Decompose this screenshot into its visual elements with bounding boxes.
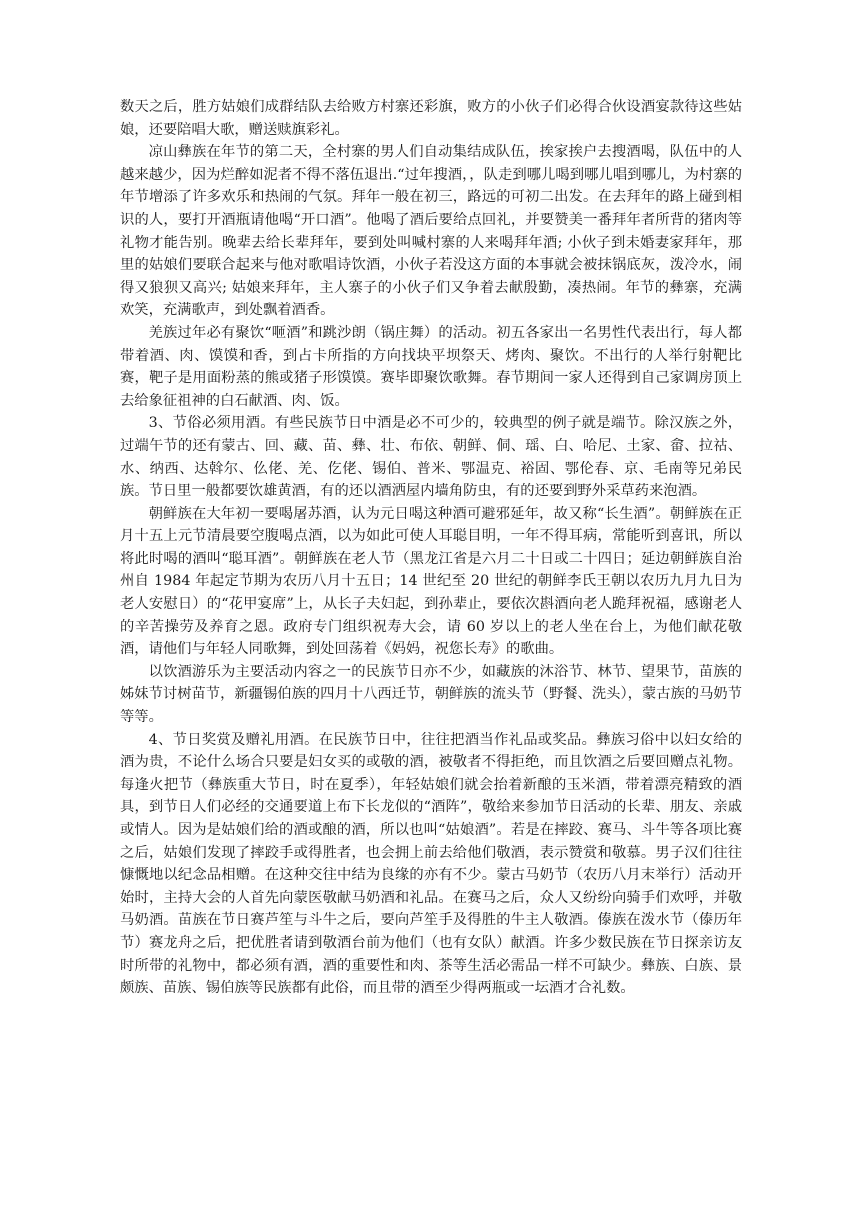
paragraph-5: 朝鲜族在大年初一要喝屠苏酒，认为元日喝这种酒可避邪延年，故又称“长生酒”。朝鲜族在正月十五上元节清晨要空腹喝点酒，以为如此可使人耳聪目明，一年不得耳病，常能听到喜讯，所以将此时喝的酒叫“聪耳酒”。朝鲜族在老人节（黑龙江省是六月二十日或二十四日；延边朝鲜族自治州自 1984 年起定节期为农历八月十五日；14 世纪至 20 世纪的朝鲜李氏王朝以农历九月九日为老人安慰日）的“花甲宴席”上，从长子夫妇起，到孙辈止，要依次斟酒向老人跪拜祝福，感谢老人的辛苦操劳及养育之恩。政府专门组织祝寿大会，请 60 岁以上的老人坐在台上，为他们献花敬酒，请他们与年轻人同歌舞，到处回荡着《妈妈，祝您长寿》的歌曲。 [120, 505, 742, 658]
paragraph-1: 数天之后，胜方姑娘们成群结队去给败方村寨还彩旗，败方的小伙子们必得合伙设酒宴款待这些姑娘，还要陪唱大歌，赠送赎旗彩礼。 [120, 99, 742, 138]
paragraph-3: 羌族过年必有聚饮“咂酒”和跳沙朗（锅庄舞）的活动。初五各家出一名男性代表出行，每人都带着酒、肉、馍馍和香，到占卡所指的方向找块平坝祭天、烤肉、聚饮。不出行的人举行射靶比赛，靶子是用面粉蒸的熊或猪子形馍馍。赛毕即聚饮歌舞。春节期间一家人还得到自己家调房顶上去给象征祖神的白石献酒、肉、饭。 [120, 324, 742, 409]
paragraph-4: 3、节俗必须用酒。有些民族节日中酒是必不可少的，较典型的例子就是端节。除汉族之外，过端午节的还有蒙古、回、藏、苗、彝、壮、布依、朝鲜、侗、瑶、白、哈尼、土家、畲、拉祜、水、纳西、达斡尔、仫佬、羌、仡佬、锡伯、普米、鄂温克、裕固、鄂伦春、京、毛南等兄弟民族。节日里一般都要饮雄黄酒，有的还以酒洒屋内墙角防虫，有的还要到野外采草药来泡酒。 [120, 415, 742, 500]
paragraph-6: 以饮酒游乐为主要活动内容之一的民族节日亦不少，如藏族的沐浴节、林节、望果节，苗族的姊妹节讨树苗节，新疆锡伯族的四月十八西迁节，朝鲜族的流头节（野餐、洗头），蒙古族的马奶节等等。 [120, 663, 742, 726]
document-page [120, 96, 742, 1000]
paragraph-7: 4、节日奖赏及赠礼用酒。在民族节日中，往往把酒当作礼品或奖品。彝族习俗中以妇女给的酒为贵，不论什么场合只要是妇女买的或敬的酒，被敬者不得拒绝，而且饮酒之后要回赠点礼物。每逢火把节（彝族重大节日，时在夏季），年轻姑娘们就会抬着新酿的玉米酒，带着漂亮精致的酒具，到节日人们必经的交通要道上布下长龙似的“酒阵”，敬给来参加节日活动的长辈、朋友、亲戚或情人。因为是姑娘们给的酒或酿的酒，所以也叫“姑娘酒”。若是在摔跤、赛马、斗牛等各项比赛之后，姑娘们发现了摔跤手或得胜者，也会拥上前去给他们敬酒，表示赞赏和敬慕。男子汉们往往慷慨地以纪念品相赠。在这种交往中结为良缘的亦有不少。蒙古马奶节（农历八月末举行）活动开始时，主持大会的人首先向蒙医敬献马奶酒和礼品。在赛马之后，众人又纷纷向骑手们欢呼，并敬马奶酒。苗族在节日赛芦笙与斗牛之后，要向芦笙手及得胜的牛主人敬酒。傣族在泼水节（傣历年节）赛龙舟之后，把优胜者请到敬酒台前为他们（也有女队）献酒。许多少数民族在节日探亲访友时所带的礼物中，都必须有酒，酒的重要性和肉、茶等生活必需品一样不可缺少。彝族、白族、景颇族、苗族、锡伯族等民族都有此俗，而且带的酒至少得两瓶或一坛酒才合礼数。 [120, 731, 742, 997]
paragraph-2: 凉山彝族在年节的第二天，全村寨的男人们自动集结成队伍，挨家挨户去搜酒喝，队伍中的人越来越少，因为烂醉如泥者不得不落伍退出.“过年搜酒，，队走到哪儿喝到哪儿唱到哪儿，为村寨的年节增添了许多欢乐和热闹的气氛。拜年一般在初三，路远的可初二出发。在去拜年的路上碰到相识的人，要打开酒瓶请他喝“开口酒”。他喝了酒后要给点回礼，并要赞美一番拜年者所背的猪肉等礼物才能告别。晚辈去给长辈拜年，要到处叫喊村寨的人来喝拜年酒; 小伙子到未婚妻家拜年，那里的姑娘们要联合起来与他对歌唱诗饮酒，小伙子若没这方面的本事就会被抹锅底灰，泼冷水，闹得又狼狈又高兴; 姑娘来拜年，主人寨子的小伙子们又争着去献殷勤，凑热闹。年节的彝寨，充满欢笑，充满歌声，到处飘着酒香。 [120, 144, 742, 319]
